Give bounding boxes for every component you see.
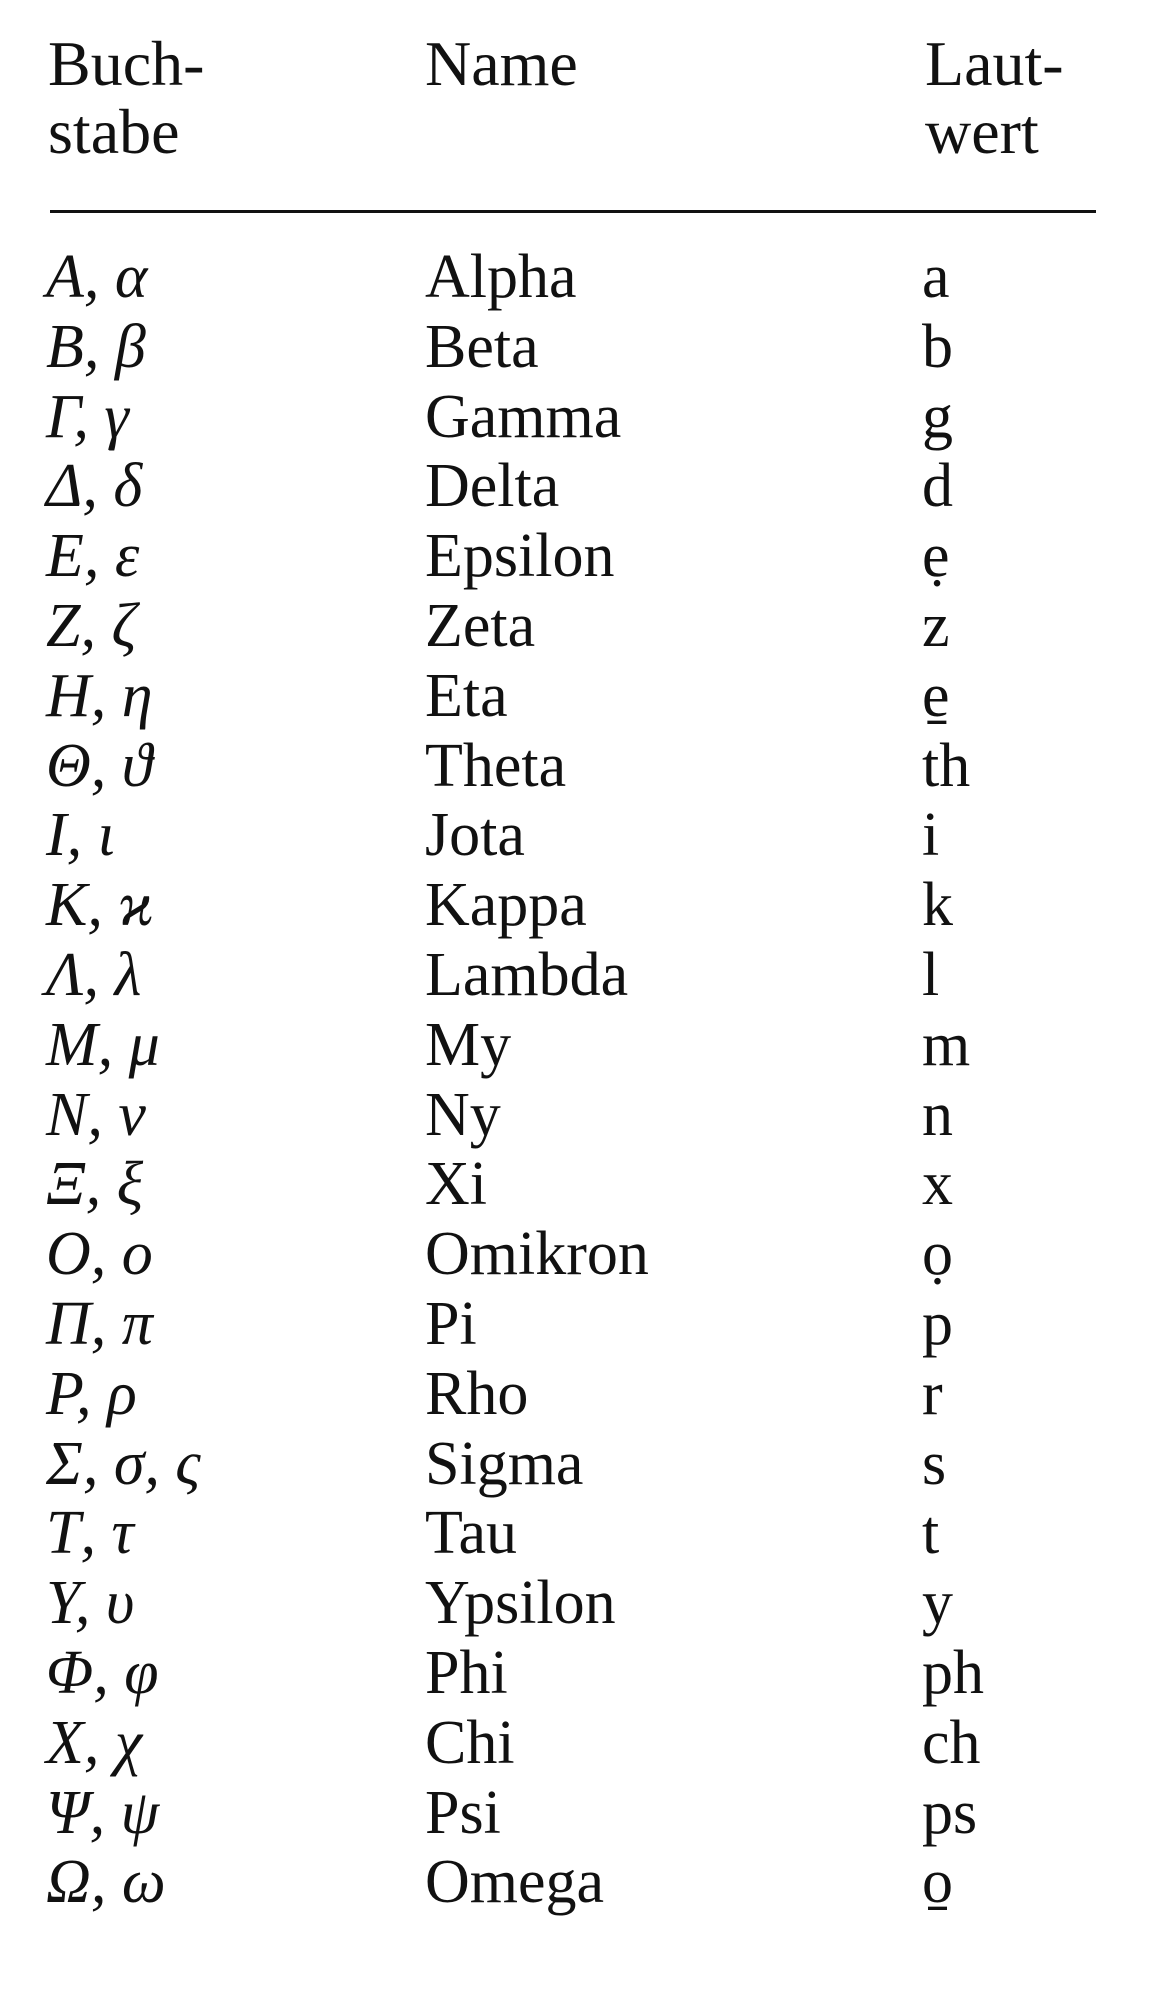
sound-cell: ọ [922,1220,953,1289]
letter-cell: Τ, τ [46,1499,134,1568]
sound-cell: s [922,1429,947,1498]
name-cell: Delta [425,452,560,521]
table-row [0,801,1154,871]
letter-cell: Η, η [46,661,153,730]
letter-cell: Λ, λ [46,940,142,1009]
table-row [0,592,1154,662]
sound-cell: t [922,1499,940,1568]
header-sound-line-1: Laut- [925,28,1064,99]
letter-cell: Α, α [46,243,148,311]
name-cell: My [425,1010,512,1079]
letter-cell: Μ, μ [46,1010,160,1079]
table-row [0,1848,1154,1918]
header-letter-line-1: Buch- [48,28,205,99]
name-cell: Kappa [425,871,587,940]
letter-cell: Κ, ϰ [46,871,154,940]
letter-cell: Ι, ι [46,801,115,870]
sound-cell: p [922,1289,953,1358]
table-row [0,1150,1154,1220]
letter-cell: Φ, φ [46,1638,159,1707]
sound-cell: x [922,1150,953,1219]
sound-cell: ph [922,1638,984,1707]
name-cell: Jota [425,801,525,870]
table-row [0,1709,1154,1779]
sound-cell: ch [922,1708,981,1777]
sound-cell: d [922,452,953,521]
letter-cell: Ο, ο [46,1220,153,1289]
name-cell: Tau [425,1499,518,1568]
sound-cell: k [922,871,953,940]
name-cell: Ypsilon [425,1569,616,1638]
table-row [0,662,1154,732]
sound-cell: g [922,382,953,451]
table-row [0,1220,1154,1290]
name-cell: Chi [425,1708,515,1777]
name-cell: Theta [425,731,567,800]
name-cell: Sigma [425,1429,584,1498]
table-row [0,1081,1154,1151]
table-row [0,522,1154,592]
table-row [0,452,1154,522]
name-cell: Omega [425,1848,605,1917]
letter-cell: Ζ, ζ [46,591,137,660]
table-row [0,383,1154,453]
table-row [0,1779,1154,1849]
name-cell: Ny [425,1080,501,1149]
table-row [0,1430,1154,1500]
sound-cell: m [922,1010,971,1079]
table-body [0,243,1154,1918]
table-row [0,732,1154,802]
table-row [0,871,1154,941]
letter-cell: Ε, ε [46,522,140,591]
table-header [0,30,1154,180]
name-cell: Psi [425,1778,501,1847]
letter-cell: Γ, γ [46,382,129,451]
sound-cell: l [922,940,940,1009]
name-cell: Zeta [425,591,536,660]
sound-cell: n [922,1080,953,1149]
table-row [0,1639,1154,1709]
table-row [0,1499,1154,1569]
table-row [0,1011,1154,1081]
header-letter-line-2: stabe [48,96,180,167]
header-name [425,30,578,98]
table-row [0,1569,1154,1639]
letter-cell: Ω, ω [46,1848,166,1917]
name-cell: Alpha [425,243,577,311]
header-letter [48,30,204,166]
header-rule [50,210,1096,213]
sound-cell: y [922,1569,953,1638]
letter-cell: Ψ, ψ [46,1778,160,1847]
table-row [0,1290,1154,1360]
header-name-line-1: Name [425,28,578,99]
letter-cell: Ν, ν [46,1080,146,1149]
letter-cell: Ξ, ξ [46,1150,144,1219]
name-cell: Phi [425,1638,508,1707]
name-cell: Gamma [425,382,622,451]
sound-cell: ps [922,1778,978,1847]
letter-cell: Σ, σ, ς [46,1429,201,1498]
name-cell: Epsilon [425,522,615,591]
name-cell: Lambda [425,940,629,1009]
sound-cell: e̱ [922,661,950,730]
name-cell: Omikron [425,1220,649,1289]
letter-cell: Δ, δ [46,452,143,521]
table-row [0,941,1154,1011]
table-row [0,1360,1154,1430]
name-cell: Rho [425,1359,529,1428]
name-cell: Eta [425,661,508,730]
name-cell: Beta [425,312,539,381]
sound-cell: a [922,243,950,311]
table-row [0,313,1154,383]
letter-cell: Υ, υ [46,1569,135,1638]
name-cell: Xi [425,1150,487,1219]
table-row [0,243,1154,313]
letter-cell: Θ, ϑ [46,731,153,800]
sound-cell: o̱ [922,1848,953,1917]
sound-cell: b [922,312,953,381]
sound-cell: r [922,1359,943,1428]
letter-cell: Β, β [46,312,146,381]
header-sound-line-2: wert [925,96,1039,167]
header-sound [925,30,1064,166]
sound-cell: i [922,801,940,870]
sound-cell: th [922,731,971,800]
sound-cell: z [922,591,950,660]
name-cell: Pi [425,1289,477,1358]
letter-cell: Χ, χ [46,1708,143,1777]
sound-cell: ẹ [922,522,950,591]
letter-cell: Π, π [46,1289,153,1358]
letter-cell: Ρ, ρ [46,1359,137,1428]
